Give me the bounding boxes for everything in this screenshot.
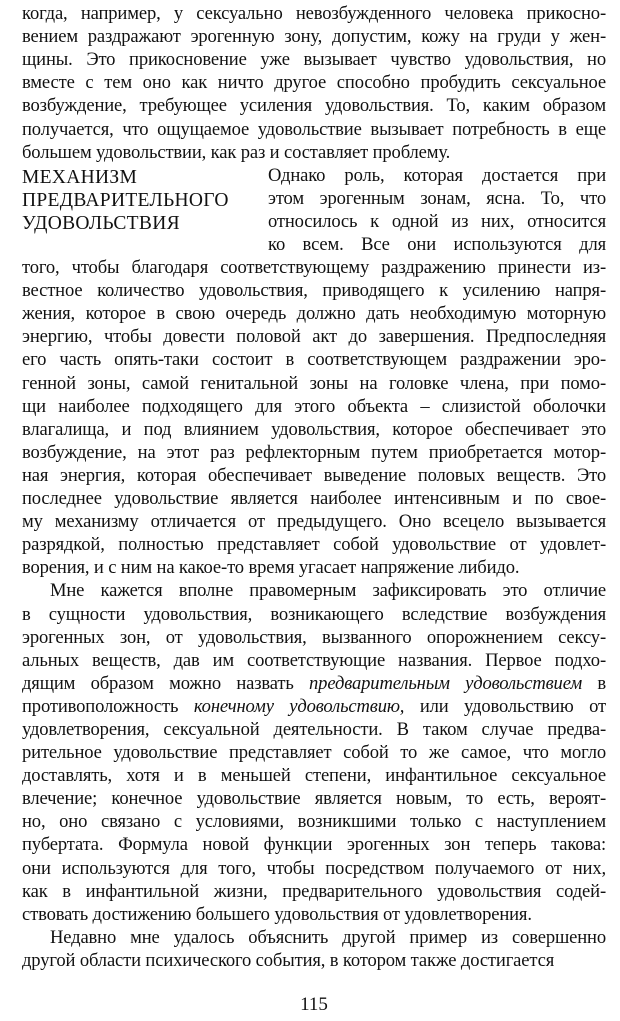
text-line: удовлетворения, сексуальной деятельности. В таком случае предва- bbox=[22, 719, 606, 740]
text-line-mixed bbox=[22, 695, 606, 718]
italic-term: конечному удовольствию, bbox=[193, 695, 405, 717]
text-line: возбуждение, требующее усиления удовольствия. То, каким образом bbox=[22, 95, 606, 117]
text-line: разрядкой, полностью представляет собой удовольствие от удовлет- bbox=[22, 534, 606, 556]
text-line: этом эрогенным зонам, ясна. То, что bbox=[268, 187, 606, 209]
text-span: дящим образом можно назвать bbox=[22, 672, 294, 694]
text-line: вением раздражают эрогенную зону, допустим, кожу на груди у жен- bbox=[22, 26, 606, 48]
text-line: ствовать достижению большего удовольствия от удовлетворения. bbox=[22, 903, 532, 925]
italic-term: предварительным удовольствием bbox=[309, 672, 583, 694]
text-line: альных веществ, дав им соответствующие названия. Первое подхо- bbox=[22, 649, 606, 671]
text-line: вестное количество удовольствия, приводящего к усилению напря- bbox=[22, 280, 606, 302]
text-line: ко всем. Все они используются для bbox=[268, 234, 606, 255]
text-line: его часть опять-таки состоит в соответствующем раздражении эро- bbox=[22, 349, 606, 371]
text-line: пубертата. Формула новой функции эрогенных зон теперь такова: bbox=[22, 834, 606, 856]
text-line: щи наиболее подходящего для этого объекта – слизистой оболочки bbox=[22, 395, 606, 417]
text-line: ная энергия, которая обеспечивает выведение половых веществ. Это bbox=[22, 464, 606, 486]
text-line: влагалища, и под влиянием удовольствия, которое обеспечивает это bbox=[22, 418, 606, 440]
text-span: в bbox=[597, 672, 606, 694]
text-line: но, оно связано с условиями, возникшими только с наступлением bbox=[22, 811, 606, 833]
text-line: когда, например, у сексуально невозбужденного человека прикосно- bbox=[22, 3, 606, 24]
text-line: ворения, и с ним на какое-то время угасает напряжение либидо. bbox=[22, 557, 520, 579]
text-line: щины. Это прикосновение уже вызывает чувство удовольствия, но bbox=[22, 49, 606, 71]
text-span: или удовольствию от bbox=[419, 695, 606, 717]
text-line: вместе с тем оно как ничто другое способно пробудить сексуальное bbox=[22, 72, 606, 94]
text-line: возбуждение, на этот раз рефлекторным путем приобретается мотор- bbox=[22, 441, 606, 463]
text-line-mixed bbox=[22, 672, 606, 695]
text-line: влечение; конечное удовольствие является новым, то есть, вероят- bbox=[22, 788, 606, 810]
text-line: жения, которое в свою очередь должно дать необходимую моторную bbox=[22, 303, 606, 325]
text-line: получается, что ощущаемое удовольствие вызывает потребность в еще bbox=[22, 118, 606, 140]
text-line: энергию, чтобы довести половой акт до завершения. Предпоследняя bbox=[22, 326, 606, 348]
section-heading-line: МЕХАНИЗМ bbox=[22, 166, 138, 188]
section-heading-line: ПРЕДВАРИТЕЛЬНОГО bbox=[22, 189, 229, 211]
text-line: того, чтобы благодаря соответствующему раздражению принести из- bbox=[22, 257, 606, 278]
text-line: эрогенных зон, от удовольствия, вызванного опорожнением сексу- bbox=[22, 626, 606, 648]
text-line: доставлять, хотя и в меньшей степени, инфантильное сексуальное bbox=[22, 765, 606, 787]
text-line: му механизму отличается от предыдущего. Оно всецело вызывается bbox=[22, 511, 606, 533]
text-line: как в инфантильной жизни, предварительного удовольствия содей- bbox=[22, 880, 606, 902]
text-span: противоположность bbox=[22, 695, 179, 717]
text-line: Недавно мне удалось объяснить другой пример из совершенно bbox=[50, 926, 606, 948]
page-number: 115 bbox=[300, 994, 328, 1015]
text-line: в сущности удовольствия, возникающего вследствие возбуждения bbox=[22, 603, 606, 625]
text-line: Однако роль, которая достается при bbox=[268, 164, 606, 186]
text-line: относилось к одной из них, относится bbox=[268, 210, 606, 232]
text-line: генной зоны, самой генитальной зоны на головке члена, при помо- bbox=[22, 372, 606, 394]
book-page bbox=[22, 2, 606, 1017]
text-line: рительное удовольствие представляет собой то же самое, что могло bbox=[22, 742, 606, 763]
text-line: последнее удовольствие является наиболее интенсивным и по свое- bbox=[22, 488, 606, 509]
text-line: Мне кажется вполне правомерным зафиксировать это отличие bbox=[50, 580, 606, 602]
text-line: другой области психического события, в котором также достигается bbox=[22, 949, 555, 971]
text-line: большем удовольствии, как раз и составляет проблему. bbox=[22, 141, 451, 163]
text-line: они используются для того, чтобы посредством получаемого от них, bbox=[22, 857, 606, 879]
section-heading-line: УДОВОЛЬСТВИЯ bbox=[22, 212, 180, 234]
